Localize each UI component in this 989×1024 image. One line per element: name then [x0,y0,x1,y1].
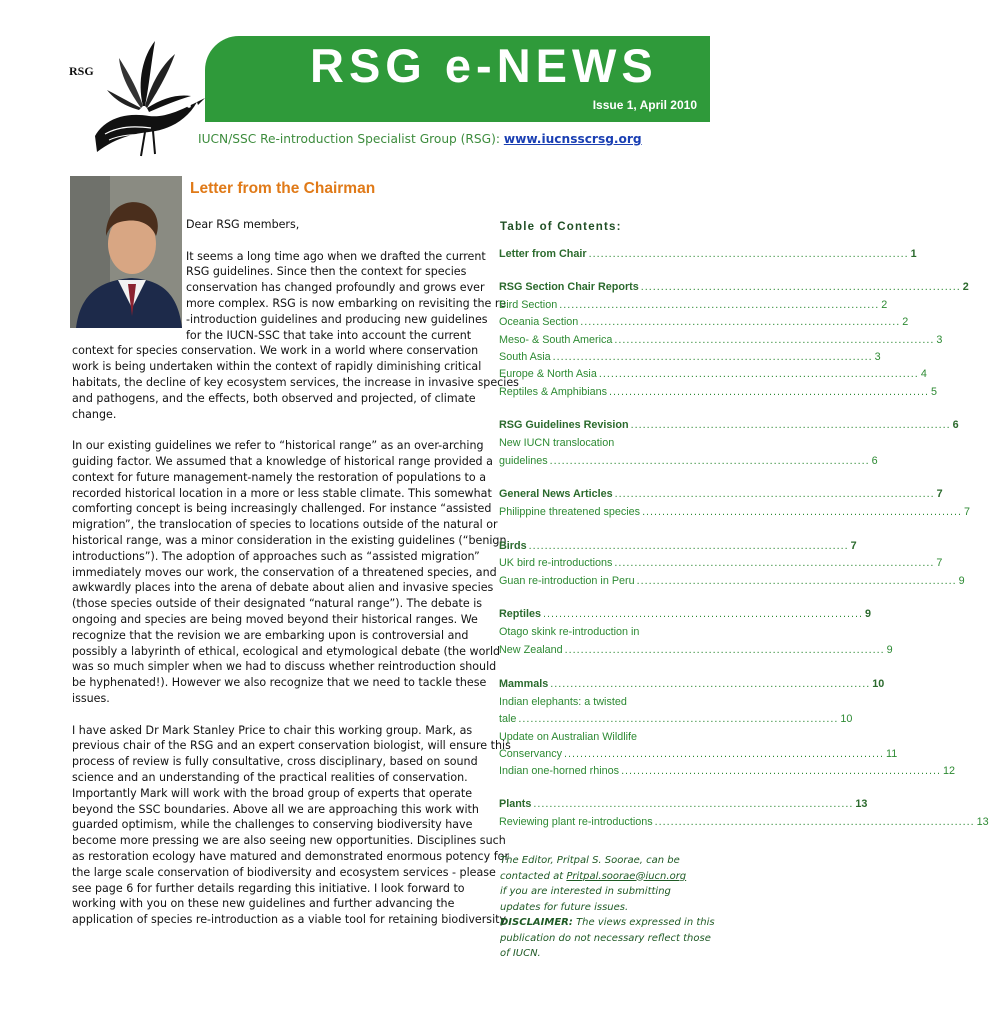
toc-label: Letter from Chair [499,248,587,260]
article-line: Importantly Mark will work with the broad group of experts that operate [72,786,473,800]
article-line: as restoration ecology have matured and demonstrated enormous potency for [72,850,510,863]
toc-item-link[interactable] [499,351,881,363]
toc-page-number: 11 [886,748,898,760]
toc-item-link[interactable] [499,299,888,311]
toc-section-link[interactable] [499,248,917,260]
toc-label: RSG Section Chair Reports [499,281,639,293]
toc-leader-dots: ................................................................................ [642,506,963,518]
toc-leader-dots: ................................................................................ [550,678,871,690]
toc-item-link[interactable] [499,626,697,638]
logo-label: RSG [69,64,94,78]
toc-label: New IUCN translocation [499,437,615,449]
article-line: working with you on these new guidelines and further advancing the [72,897,455,911]
toc-leader-dots: ................................................................................ [609,386,930,398]
toc-page-number: 10 [872,678,885,690]
article-line: historical range, was a minor consideration in the existing guidelines (“benign [72,534,507,547]
newsletter-title: RSG e-NEWS [310,39,658,92]
disclaimer [500,915,715,931]
article-line: guarded optimism, while the challenges to conserving biodiversity have [72,818,473,832]
tagline-prefix: IUCN/SSC Re-introduction Specialist Group (RSG): [198,132,504,146]
toc-page-number: 7 [936,557,943,569]
toc-page-number: 6 [952,419,959,431]
toc-leader-dots: ................................................................................ [533,798,854,810]
toc-leader-dots: ................................................................................ [564,748,884,760]
website-link[interactable]: www.iucnsscrsg.org [503,132,642,146]
toc-section-link[interactable] [499,540,857,552]
toc-label: Guan re-introduction in Peru [499,575,635,587]
toc-label: tale [499,713,517,725]
toc-item-link[interactable] [499,316,909,328]
article-line: conservation has changed profoundly and grows ever [186,281,485,295]
toc-page-number: 9 [958,575,965,587]
toc-item-link[interactable] [499,575,965,587]
article-line: application of species re-introduction as a viable tool for retaining biodiversity. [72,913,509,927]
toc-page-number: 13 [976,816,989,828]
toc-label: Bird Section [499,299,558,311]
toc-item-link[interactable] [499,386,938,398]
toc-leader-dots: ................................................................................ [549,455,870,467]
toc-section-link[interactable] [499,488,943,500]
article-line: ongoing and species are being moved beyond their historical ranges. We [72,613,478,626]
editor-note-line: publication do not necessary reflect those [500,932,711,944]
toc-item-link[interactable] [499,713,853,725]
article-line: science and an understanding of the practical realities of conservation. [72,771,468,784]
toc-page-number: 4 [920,368,927,380]
toc-label: Otago skink re-introduction in [499,626,640,638]
toc-leader-dots: ................................................................................ [518,713,839,725]
toc-leader-dots: ................................................................................ [559,299,880,311]
toc-leader-dots: ................................................................................ [543,608,863,620]
article-line: issues. [72,692,110,705]
article-line: be hyphenated!). However we also recognize that we need to tackle these [72,676,487,690]
toc-item-link[interactable] [499,334,943,346]
toc-label: Reptiles & Amphibians [499,386,608,398]
chairman-photo [70,176,182,328]
toc-page-number: 7 [850,540,857,552]
toc-item-link[interactable] [499,644,893,656]
article-line: comforting concept is being increasingly challenged. For instance “assisted [72,502,492,516]
toc-page-number: 2 [962,281,969,293]
article-line: RSG guidelines. Since then the context for species [186,265,467,279]
toc-leader-dots: ................................................................................ [528,540,849,552]
toc-item-link[interactable] [499,748,898,760]
toc-label: Mammals [499,678,549,690]
toc-page-number: 5 [931,386,938,398]
toc-item-link[interactable] [499,765,956,777]
toc-label: Oceania Section [499,316,579,328]
toc-page-number: 1 [910,248,917,260]
article-line: awkwardly places into the arena of debate about alien and invasive species [72,581,494,595]
toc-label: UK bird re-introductions [499,557,613,569]
article-line: was so much simpler when we had to discuss whether reintroduction should [72,660,497,674]
article-line: change. [72,407,117,421]
toc-section-link[interactable] [499,419,959,431]
toc-page-number: 6 [871,455,878,467]
toc-leader-dots: ................................................................................ [654,816,975,828]
toc-section-link[interactable] [499,798,868,810]
toc-page-number: 10 [840,713,853,725]
article-line: process of review is fully consultative, cross disciplinary, based on sound [72,755,478,769]
toc-title: Table of Contents: [500,221,622,233]
toc-page-number: 9 [865,608,872,620]
toc-page-number: 9 [886,644,893,656]
toc-label: Birds [499,540,527,552]
toc-label: Reviewing plant re-introductions [499,816,653,828]
toc-item-link[interactable] [499,455,878,467]
article-line: see page 6 for further details regarding this initiative. I look forward to [72,881,465,895]
toc-section-link[interactable] [499,678,885,690]
article-line: context for species conservation. We work in a world where conservation [72,344,479,358]
article-line: become more pressing we are also seeing new opportunities. Disciplines such [72,834,506,848]
article-line: immediately moves our work, the conservation of a threatened species, and [72,565,497,579]
tagline [198,132,642,146]
toc-item-link[interactable] [499,816,989,828]
toc-section-link[interactable] [499,608,872,620]
toc-page-number: 3 [874,351,881,363]
toc-leader-dots: ................................................................................ [614,488,935,500]
toc-label: RSG Guidelines Revision [499,419,629,431]
article-line: -introduction guidelines and producing new guidelines [186,312,488,326]
toc-page-number: 3 [936,334,943,346]
toc-item-link[interactable] [499,437,697,449]
article-line: context for future management-namely the restoration of populations to a [72,470,487,484]
toc-label: Plants [499,798,532,810]
editor-note-line: The Editor, Pritpal S. Soorae, can be [500,855,680,866]
article-line: migration”, the translocation of species to locations outside of the natural or [72,518,498,532]
toc-leader-dots: ................................................................................ [621,765,942,777]
issue-label: Issue 1, April 2010 [592,98,697,112]
toc-leader-dots: ................................................................................ [580,316,901,328]
editor-note-line: of IUCN. [500,948,541,959]
editor-note-prefix: contacted at [500,870,567,882]
article-line: more complex. RSG is now embarking on revisiting the re [186,297,507,310]
toc-label: South Asia [499,351,551,363]
article-line: I have asked Dr Mark Stanley Price to chair this working group. Mark, as [72,723,473,737]
disclaimer-text: The views expressed in this [572,917,715,928]
toc-page-number: 12 [943,765,956,777]
article-line: Dear RSG members, [186,218,300,231]
toc-label: New Zealand [499,644,563,656]
rsg-logo-bird-icon [85,36,205,161]
article-line: and pathogens, and the effects, both observed and projected, of climate [72,391,476,405]
toc-item-link[interactable] [499,368,927,380]
toc-label: Indian one-horned rhinos [499,765,620,777]
toc-section-link[interactable] [499,281,969,293]
article-line: the large scale conservation of biodiversity and ecosystem services - please [72,865,496,879]
toc-label: Reptiles [499,608,542,620]
toc-leader-dots: ................................................................................ [636,575,957,587]
disclaimer-label: DISCLAIMER: [500,917,573,928]
editor-note-contact [500,869,686,885]
toc-label: guidelines [499,455,548,467]
editor-note-line: if you are interested in submitting [500,886,671,897]
toc-label: Update on Australian Wildlife [499,731,638,743]
article-line: habitats, the decline of key ecosystem services, the increase in invasive species [72,376,519,389]
article-line: work is being undertaken within the context of rapidly diminishing critical [72,360,482,374]
article-line: introductions”). The adoption of approaches such as “assisted migration” [72,549,480,563]
article-line: previous chair of the RSG and an expert conservation biologist, will ensure this [72,739,511,753]
article-line: recognize that the revision we are embarking upon is controversial and [72,628,469,642]
article-line: guiding factor. We assumed that a knowledge of historical range provided a [72,455,493,468]
toc-leader-dots: ................................................................................ [564,644,885,656]
toc-page-number: 7 [964,506,971,518]
toc-item-link[interactable] [499,506,971,518]
toc-label: Europe & North Asia [499,368,597,380]
toc-leader-dots: ................................................................................ [614,334,935,346]
toc-leader-dots: ................................................................................ [640,281,961,293]
toc-label: Meso- & South America [499,334,613,346]
toc-leader-dots: ................................................................................ [630,419,951,431]
toc-page-number: 13 [855,798,868,810]
toc-item-link[interactable] [499,557,943,569]
article-line: (those species outside of their designated “natural range”). The debate is [72,597,483,611]
toc-label: Conservancy [499,748,563,760]
article-title: Letter from the Chairman [190,180,376,197]
toc-leader-dots: ................................................................................ [552,351,873,363]
toc-label: General News Articles [499,488,613,500]
toc-leader-dots: ................................................................................ [588,248,909,260]
toc-item-link[interactable] [499,731,697,743]
editor-note-line: updates for future issues. [500,901,629,913]
toc-label: Indian elephants: a twisted [499,696,627,708]
toc-item-link[interactable] [499,696,697,708]
article-line: possibly a labyrinth of ethical, ecological and etymological debate (the world [72,644,501,658]
article-line: It seems a long time ago when we drafted the current [186,249,486,263]
toc-page-number: 2 [881,299,888,311]
article-line: recorded historical location in a more or less stable climate. This somewhat [72,486,492,500]
toc-leader-dots: ................................................................................ [598,368,919,380]
toc-label: Philippine threatened species [499,506,641,518]
article-line: beyond the SSC boundaries. Above all we are approaching this work with [72,802,479,816]
editor-email-link[interactable]: Pritpal.soorae@iucn.org [566,870,687,882]
toc-leader-dots: ................................................................................ [614,557,935,569]
article-line: In our existing guidelines we refer to “historical range” as an over-arching [72,439,484,453]
article-line: for the IUCN-SSC that take into account the current [186,328,472,342]
toc-page-number: 2 [902,316,909,328]
toc-page-number: 7 [936,488,943,500]
